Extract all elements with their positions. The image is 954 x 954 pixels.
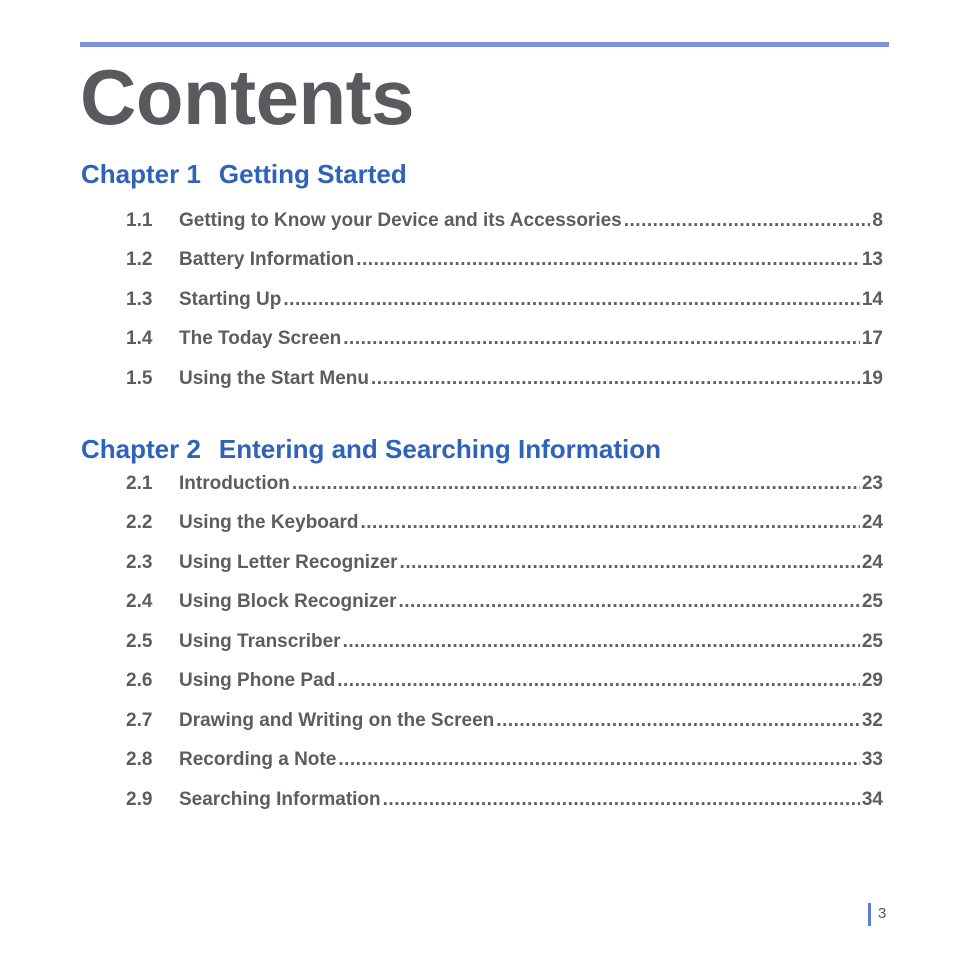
toc-entry-title: Recording a Note xyxy=(179,749,337,770)
dot-leader xyxy=(337,669,860,693)
top-rule xyxy=(80,42,889,47)
toc-entry-page: 23 xyxy=(861,473,883,494)
footer-marker-bar xyxy=(868,903,871,926)
toc-entry-2-9[interactable] xyxy=(126,788,883,812)
toc-entry-title: Using Phone Pad xyxy=(179,670,336,691)
toc-entry-page: 17 xyxy=(861,328,883,349)
toc-entry-1-2[interactable] xyxy=(126,248,883,272)
toc-entry-page: 14 xyxy=(861,289,883,310)
dot-leader xyxy=(343,630,860,654)
chapter-1-heading[interactable] xyxy=(81,159,407,189)
chapter-label: Chapter 2 xyxy=(81,434,201,464)
chapter-2-heading[interactable] xyxy=(81,434,661,464)
dot-leader xyxy=(356,248,860,272)
toc-entry-2-4[interactable] xyxy=(126,590,883,614)
toc-entry-number: 2.5 xyxy=(126,631,153,652)
toc-entry-page: 25 xyxy=(861,591,883,612)
dot-leader xyxy=(383,788,860,812)
toc-entry-2-2[interactable] xyxy=(126,511,883,535)
toc-entry-page: 25 xyxy=(861,631,883,652)
dot-leader xyxy=(343,327,860,351)
dot-leader xyxy=(399,590,860,614)
footer-page-number: 3 xyxy=(878,905,887,922)
toc-entry-page: 19 xyxy=(861,368,883,389)
toc-entry-title: Starting Up xyxy=(179,289,282,310)
toc-entry-number: 1.4 xyxy=(126,328,153,349)
toc-entry-title: Getting to Know your Device and its Accessories xyxy=(179,210,622,231)
toc-entry-page: 13 xyxy=(861,249,883,270)
toc-entry-number: 2.8 xyxy=(126,749,153,770)
toc-entry-title: Drawing and Writing on the Screen xyxy=(179,710,495,731)
toc-entry-title: Using the Keyboard xyxy=(179,512,359,533)
dot-leader xyxy=(283,288,859,312)
toc-entry-number: 1.1 xyxy=(126,210,153,231)
chapter-label: Chapter 1 xyxy=(81,159,201,189)
toc-entry-page: 8 xyxy=(872,210,883,231)
toc-entry-2-7[interactable] xyxy=(126,709,883,733)
toc-entry-title: Searching Information xyxy=(179,789,381,810)
dot-leader xyxy=(400,551,860,575)
toc-entry-title: Using the Start Menu xyxy=(179,368,370,389)
toc-entry-2-5[interactable] xyxy=(126,630,883,654)
toc-entry-1-1[interactable] xyxy=(126,209,883,233)
dot-leader xyxy=(496,709,860,733)
toc-entry-number: 2.9 xyxy=(126,789,153,810)
toc-entry-number: 2.3 xyxy=(126,552,153,573)
chapter-title: Getting Started xyxy=(218,159,407,189)
toc-entry-title: Using Letter Recognizer xyxy=(179,552,398,573)
dot-leader xyxy=(338,748,860,772)
dot-leader xyxy=(292,472,860,496)
toc-entry-1-4[interactable] xyxy=(126,327,883,351)
toc-entry-title: Using Transcriber xyxy=(179,631,341,652)
toc-entry-page: 24 xyxy=(861,512,883,533)
toc-entry-number: 2.7 xyxy=(126,710,153,731)
toc-entry-2-3[interactable] xyxy=(126,551,883,575)
toc-entry-page: 29 xyxy=(861,670,883,691)
toc-entry-number: 2.2 xyxy=(126,512,153,533)
dot-leader xyxy=(624,209,871,233)
toc-entry-number: 2.4 xyxy=(126,591,153,612)
chapter-title: Entering and Searching Information xyxy=(218,434,661,464)
dot-leader xyxy=(371,367,860,391)
toc-entry-1-3[interactable] xyxy=(126,288,883,312)
dot-leader xyxy=(360,511,859,535)
toc-entry-title: Introduction xyxy=(179,473,290,494)
toc-entry-title: Battery Information xyxy=(179,249,355,270)
toc-entry-page: 33 xyxy=(861,749,883,770)
toc-entry-number: 1.3 xyxy=(126,289,153,310)
toc-entry-1-5[interactable] xyxy=(126,367,883,391)
toc-entry-page: 32 xyxy=(861,710,883,731)
page-title: Contents xyxy=(80,53,414,141)
toc-entry-title: Using Block Recognizer xyxy=(179,591,397,612)
toc-entry-number: 2.1 xyxy=(126,473,153,494)
toc-entry-number: 1.5 xyxy=(126,368,153,389)
toc-entry-2-1[interactable] xyxy=(126,472,883,496)
toc-entry-2-6[interactable] xyxy=(126,669,883,693)
toc-entry-number: 1.2 xyxy=(126,249,153,270)
toc-entry-page: 24 xyxy=(861,552,883,573)
toc-entry-2-8[interactable] xyxy=(126,748,883,772)
toc-entry-page: 34 xyxy=(861,789,883,810)
toc-entry-number: 2.6 xyxy=(126,670,153,691)
toc-entry-title: The Today Screen xyxy=(179,328,342,349)
